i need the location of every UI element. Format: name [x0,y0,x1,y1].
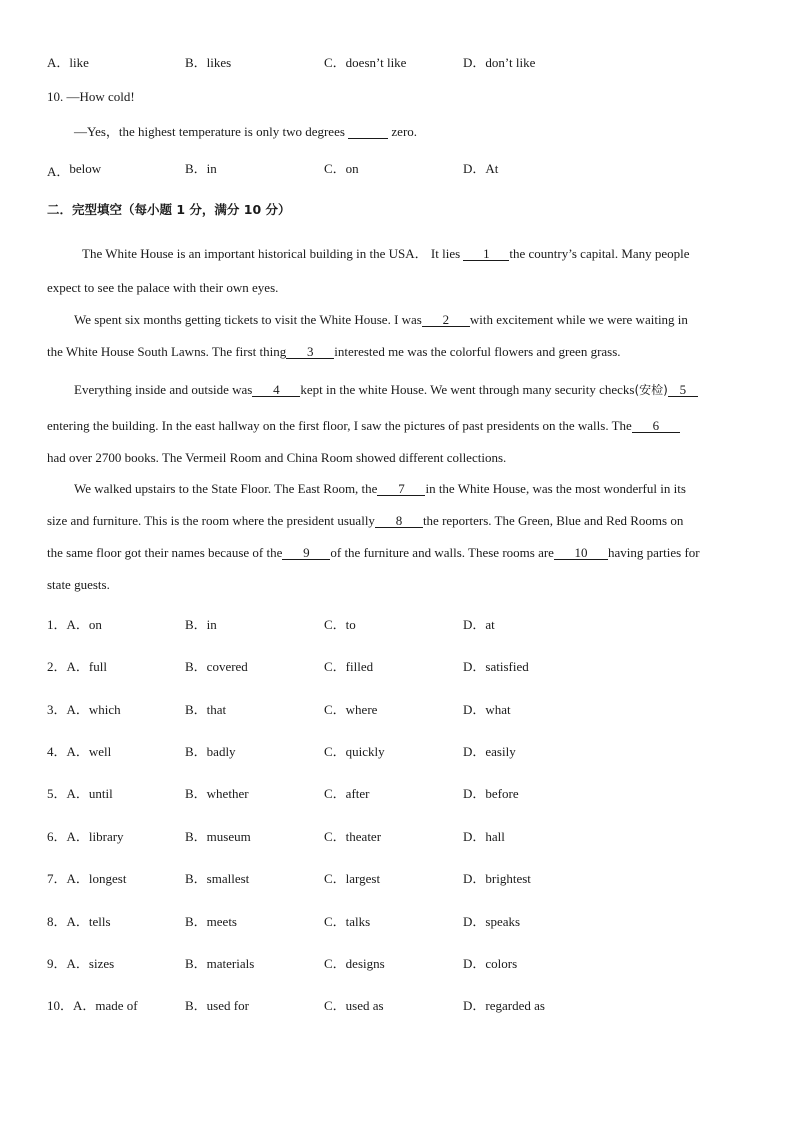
cloze-option-a[interactable] [47,911,111,930]
passage-text: the country’s capital. Many people [509,246,690,261]
passage-text: We spent six months getting tickets to visit the White House. I was [74,312,422,327]
blank-2[interactable]: 2 [422,313,470,327]
cloze-option-d[interactable]: D．before [463,786,519,801]
cloze-number: 8． [47,914,67,929]
cloze-option-a-text: A．longest [66,871,127,886]
cloze-option-a-text: A．sizes [66,956,115,971]
cloze-option-b[interactable]: B．badly [185,744,236,759]
cloze-option-d[interactable]: D．satisfied [463,659,529,674]
cloze-option-a[interactable] [47,614,102,633]
cloze-option-b[interactable]: B．museum [185,829,251,844]
passage-text: kept in the white House. We went through many security checks [300,382,635,397]
passage-text: in the White House, was the most wonderful in its [425,481,686,496]
cloze-option-c[interactable]: C．designs [324,956,385,971]
cloze-option-a[interactable] [47,741,111,760]
passage-line-10 [47,545,700,561]
q10-answer-pre: —Yes，the highest temperature is only two degrees [74,124,345,139]
q10-options [47,158,747,179]
cloze-option-c[interactable]: C．largest [324,871,381,886]
cloze-number: 4． [47,744,67,759]
passage-text-chinese: (安检) [634,383,668,397]
cloze-option-c[interactable]: C．used as [324,998,384,1013]
cloze-number: 1． [47,617,67,632]
passage-text: interested me was the colorful flowers and green grass. [334,344,621,359]
q9-option-c[interactable]: C．doesn’t like [324,55,407,70]
cloze-option-a-text: A．library [66,829,124,844]
cloze-option-b[interactable]: B．whether [185,786,249,801]
cloze-option-b[interactable]: B．in [185,617,217,632]
cloze-number: 9． [47,956,67,971]
passage-text: with excitement while we were waiting in [469,312,688,327]
q9-option-a[interactable]: A．like [47,55,89,70]
cloze-option-c[interactable]: C．talks [324,914,371,929]
blank-8[interactable]: 8 [375,514,423,528]
cloze-option-a-text: A．which [66,702,121,717]
q10-option-b[interactable]: B．in [185,161,217,176]
passage-line-4 [47,344,621,360]
cloze-option-row [47,741,747,759]
section2-title: 二．完型填空（每小题 1 分，满分 10 分） [47,202,291,217]
passage-text: size and furniture. This is the room where the president usually [47,513,375,528]
cloze-option-c[interactable]: C．where [324,702,378,717]
cloze-number: 2． [47,659,67,674]
cloze-option-c[interactable]: C．theater [324,829,382,844]
passage-text: The White House is an important historical building in the USA． It lies [82,246,461,261]
cloze-option-a-text: A．tells [66,914,111,929]
cloze-option-d[interactable]: D．colors [463,956,518,971]
cloze-number: 10． [47,998,74,1013]
passage-text: Everything inside and outside was [74,382,253,397]
blank-4[interactable]: 4 [252,383,300,397]
cloze-option-a[interactable] [47,783,113,802]
cloze-option-c[interactable]: C．to [324,617,356,632]
q10-option-a-prefix: A． [47,164,70,179]
q10-question: 10. —How cold! [47,89,135,104]
blank-9[interactable]: 9 [282,546,330,560]
passage-text: the White House South Lawns. The first thing [47,344,287,359]
cloze-number: 5． [47,786,67,801]
cloze-option-d[interactable]: D．brightest [463,871,531,886]
cloze-option-c[interactable]: C．filled [324,659,374,674]
cloze-option-row [47,995,747,1013]
cloze-option-d[interactable]: D．hall [463,829,505,844]
passage-text: of the furniture and walls. These rooms are [330,545,554,560]
passage-text: having parties for [607,545,700,560]
passage-line-11: state guests. [47,577,110,592]
cloze-option-a[interactable] [47,826,124,845]
cloze-option-a[interactable] [47,953,114,972]
cloze-option-a[interactable] [47,868,126,887]
passage-line-1 [47,243,690,262]
cloze-option-d[interactable]: D．easily [463,744,516,759]
cloze-option-a-text: A．made of [73,998,138,1013]
cloze-option-row [47,953,747,971]
passage-line-9 [47,513,683,529]
cloze-number: 6． [47,829,67,844]
passage-line-3 [47,312,688,328]
q10-answer-post: zero. [391,124,418,139]
cloze-option-row [47,911,747,929]
cloze-option-row [47,614,747,632]
passage-line-7: had over 2700 books. The Vermeil Room and China Room showed different collections. [47,450,507,465]
cloze-option-row [47,699,747,717]
cloze-option-b[interactable]: B．used for [185,998,249,1013]
cloze-option-a-text: A．well [66,744,112,759]
cloze-option-row [47,826,747,844]
q10-option-c[interactable]: C．on [324,161,359,176]
cloze-option-d[interactable]: D．at [463,617,495,632]
passage-line-6 [47,418,680,434]
cloze-option-d[interactable]: D．regarded as [463,998,545,1013]
passage-line-5 [47,381,698,398]
q10-option-d[interactable]: D．At [463,161,499,176]
cloze-option-b[interactable]: B．smallest [185,871,250,886]
cloze-option-c[interactable]: C．quickly [324,744,385,759]
cloze-option-d[interactable]: D．speaks [463,914,521,929]
cloze-option-row [47,868,747,886]
blank-6[interactable]: 6 [632,419,680,433]
cloze-option-a-text: A．until [66,786,113,801]
blank-3[interactable]: 3 [286,345,334,359]
passage-line-2: expect to see the palace with their own eyes. [47,280,279,295]
cloze-option-a-text: A．full [66,659,107,674]
passage-line-8 [47,481,686,497]
q10-option-a-text: below [69,161,102,176]
cloze-option-row [47,656,747,674]
cloze-option-c[interactable]: C．after [324,786,370,801]
cloze-number: 3． [47,702,67,717]
q10-option-a[interactable] [47,158,101,177]
q10-answer-line [74,121,417,140]
blank-1[interactable]: 1 [463,247,509,261]
passage-text: entering the building. In the east hallway on the first floor, I saw the pictures of past presidents on the walls. The [47,418,632,433]
cloze-option-b[interactable]: B．that [185,702,227,717]
q10-blank[interactable] [348,125,388,139]
passage-text: We walked upstairs to the State Floor. The East Room, the [74,481,378,496]
cloze-option-b[interactable]: B．materials [185,956,255,971]
passage-text: the same floor got their names because of the [47,545,283,560]
cloze-option-a[interactable] [47,656,107,675]
q9-option-d[interactable]: D．don’t like [463,55,536,70]
cloze-option-a[interactable] [47,995,138,1014]
cloze-option-d[interactable]: D．what [463,702,511,717]
cloze-option-a-text: A．on [66,617,102,632]
cloze-option-a[interactable] [47,699,121,718]
cloze-option-row [47,783,747,801]
q9-option-b[interactable]: B．likes [185,55,232,70]
blank-5[interactable]: 5 [668,383,698,397]
cloze-option-b[interactable]: B．meets [185,914,237,929]
cloze-option-b[interactable]: B．covered [185,659,248,674]
blank-10[interactable]: 10 [554,546,608,560]
blank-7[interactable]: 7 [377,482,425,496]
q9-options [47,52,747,70]
passage-text: the reporters. The Green, Blue and Red Rooms on [422,513,684,528]
cloze-number: 7． [47,871,67,886]
